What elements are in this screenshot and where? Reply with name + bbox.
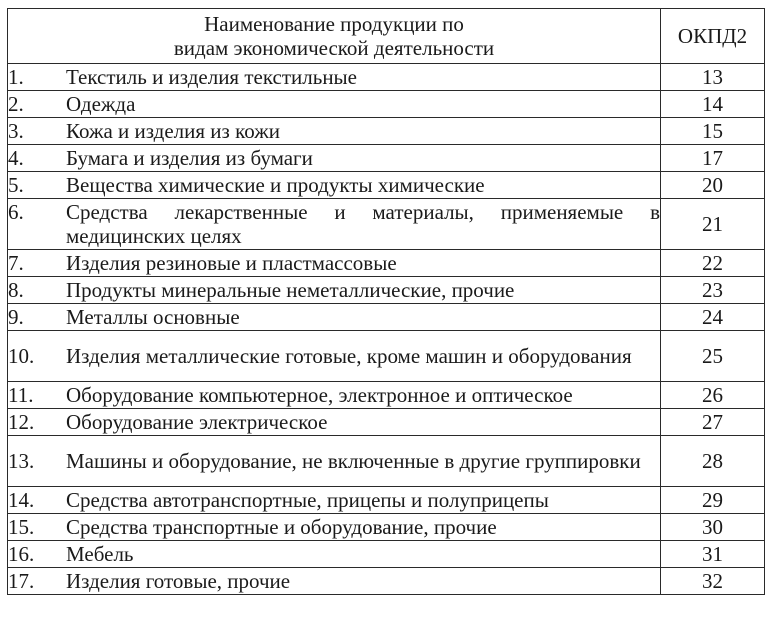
table-row xyxy=(8,382,765,409)
product-name-cell xyxy=(8,91,661,118)
product-name-cell xyxy=(8,304,661,331)
product-name: Средства лекарственные и материалы, применяемые в медицинских целях xyxy=(66,200,660,248)
product-name-cell xyxy=(8,118,661,145)
okpd2-code: 27 xyxy=(661,409,765,436)
product-name: Машины и оборудование, не включенные в другие группировки xyxy=(66,449,641,473)
row-number: 6. xyxy=(8,200,24,224)
table-row xyxy=(8,277,765,304)
okpd2-code: 17 xyxy=(661,145,765,172)
product-name: Изделия готовые, прочие xyxy=(66,569,291,593)
header-okpd2: ОКПД2 xyxy=(661,9,765,64)
table-row xyxy=(8,514,765,541)
row-number: 15. xyxy=(8,515,35,539)
row-number: 10. xyxy=(8,344,35,368)
okpd2-code: 28 xyxy=(661,436,765,487)
table-row xyxy=(8,304,765,331)
product-name: Текстиль и изделия текстильные xyxy=(66,65,357,89)
okpd2-code: 15 xyxy=(661,118,765,145)
okpd2-code: 31 xyxy=(661,541,765,568)
table-row xyxy=(8,172,765,199)
row-number: 4. xyxy=(8,146,24,170)
table-body xyxy=(8,64,765,595)
product-name-cell xyxy=(8,541,661,568)
product-name-cell xyxy=(8,64,661,91)
product-name: Средства автотранспортные, прицепы и полуприцепы xyxy=(66,488,549,512)
row-number: 8. xyxy=(8,278,24,302)
okpd2-code: 24 xyxy=(661,304,765,331)
table-row xyxy=(8,541,765,568)
row-number: 11. xyxy=(8,383,34,407)
table-row xyxy=(8,331,765,382)
header-product-name xyxy=(8,9,661,64)
product-name-cell xyxy=(8,568,661,595)
product-name-cell xyxy=(8,382,661,409)
product-name-cell xyxy=(8,331,661,382)
product-name: Изделия металлические готовые, кроме машин и оборудования xyxy=(66,344,632,368)
okpd2-code: 30 xyxy=(661,514,765,541)
row-number: 1. xyxy=(8,65,24,89)
product-name: Одежда xyxy=(66,92,136,116)
row-number: 3. xyxy=(8,119,24,143)
row-number: 2. xyxy=(8,92,24,116)
row-number: 9. xyxy=(8,305,24,329)
row-number: 14. xyxy=(8,488,35,512)
product-table xyxy=(7,8,765,595)
row-number: 16. xyxy=(8,542,35,566)
row-number: 13. xyxy=(8,449,35,473)
product-name: Кожа и изделия из кожи xyxy=(66,119,280,143)
product-name: Вещества химические и продукты химические xyxy=(66,173,485,197)
product-name: Оборудование электрическое xyxy=(66,410,328,434)
product-name-cell xyxy=(8,199,661,250)
row-number: 5. xyxy=(8,173,24,197)
table-row xyxy=(8,145,765,172)
row-number: 7. xyxy=(8,251,24,275)
product-name: Оборудование компьютерное, электронное и оптическое xyxy=(66,383,573,407)
okpd2-code: 22 xyxy=(661,250,765,277)
product-name: Продукты минеральные неметаллические, прочие xyxy=(66,278,515,302)
okpd2-code: 25 xyxy=(661,331,765,382)
table-row xyxy=(8,64,765,91)
okpd2-code: 26 xyxy=(661,382,765,409)
table-row xyxy=(8,250,765,277)
table-header-row xyxy=(8,9,765,64)
table-row xyxy=(8,118,765,145)
row-number: 17. xyxy=(8,569,35,593)
product-name-cell xyxy=(8,145,661,172)
okpd2-code: 29 xyxy=(661,487,765,514)
table-row xyxy=(8,409,765,436)
okpd2-code: 13 xyxy=(661,64,765,91)
okpd2-code: 14 xyxy=(661,91,765,118)
okpd2-code: 23 xyxy=(661,277,765,304)
product-name: Изделия резиновые и пластмассовые xyxy=(66,251,397,275)
header-name-line1: Наименование продукции по xyxy=(204,12,464,36)
product-name-cell xyxy=(8,409,661,436)
table-row xyxy=(8,91,765,118)
product-name: Металлы основные xyxy=(66,305,240,329)
product-name-cell xyxy=(8,277,661,304)
header-name-line2: видам экономической деятельности xyxy=(173,36,495,60)
table-row xyxy=(8,568,765,595)
product-name-cell xyxy=(8,172,661,199)
product-name-cell xyxy=(8,514,661,541)
product-name-cell xyxy=(8,487,661,514)
product-name: Бумага и изделия из бумаги xyxy=(66,146,313,170)
table-row xyxy=(8,199,765,250)
table-row xyxy=(8,436,765,487)
okpd2-code: 20 xyxy=(661,172,765,199)
product-name: Средства транспортные и оборудование, прочие xyxy=(66,515,497,539)
okpd2-code: 21 xyxy=(661,199,765,250)
product-name: Мебель xyxy=(66,542,134,566)
okpd2-code: 32 xyxy=(661,568,765,595)
product-name-cell xyxy=(8,436,661,487)
table-row xyxy=(8,487,765,514)
row-number: 12. xyxy=(8,410,35,434)
product-name-cell xyxy=(8,250,661,277)
